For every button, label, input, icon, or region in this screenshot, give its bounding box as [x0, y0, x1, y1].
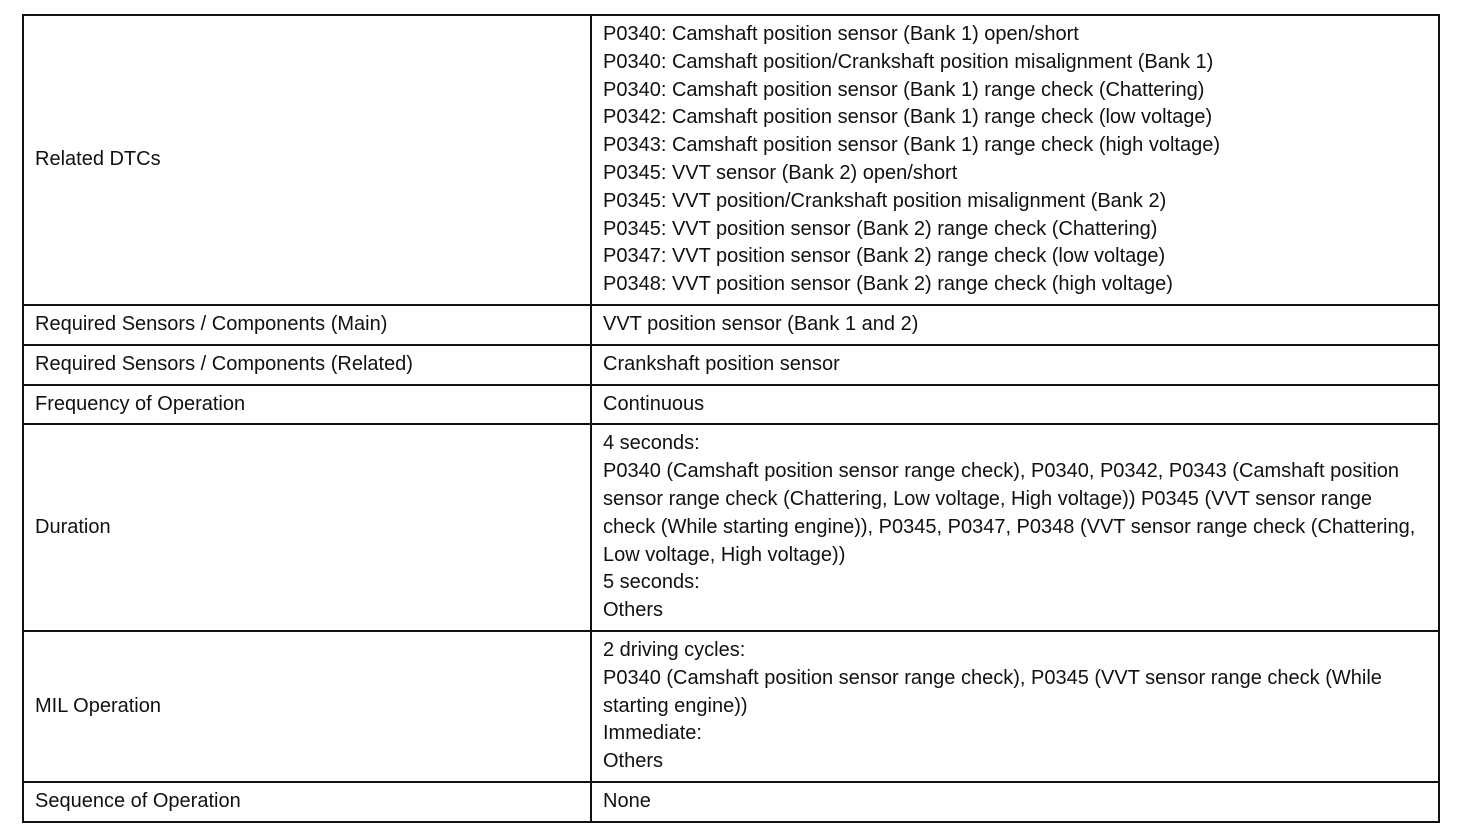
row-label: Sequence of Operation [23, 782, 591, 822]
mil-heading: Immediate: [603, 722, 702, 745]
dtc-line: P0347: VVT position sensor (Bank 2) range check (low voltage) [603, 245, 1166, 268]
dtc-line: P0340: Camshaft position/Crankshaft position misalignment (Bank 1) [603, 50, 1214, 73]
dtc-line: P0342: Camshaft position sensor (Bank 1) range check (low voltage) [603, 106, 1213, 129]
value-line: Continuous [603, 392, 705, 415]
monitor-spec-table [22, 14, 1440, 823]
dtc-line: P0340: Camshaft position sensor (Bank 1) open/short [603, 23, 1079, 45]
row-label: MIL Operation [23, 631, 591, 782]
mil-detail: Others [603, 750, 664, 773]
value-line: None [603, 789, 651, 812]
row-value [591, 345, 1439, 385]
row-value [591, 15, 1439, 305]
row-label: Frequency of Operation [23, 385, 591, 425]
duration-detail: P0340 (Camshaft position sensor range check), P0340, P0342, P0343 (Camshaft position sensor range check (Chattering, Low voltage, High voltage)) P0345 (VVT sensor range check (While starting engine)), P0345, P0347, P0348 (VVT sensor range check (Chattering, Low voltage, High voltage)) [603, 460, 1416, 566]
row-value [591, 631, 1439, 782]
table-row-frequency [23, 385, 1439, 425]
dtc-line: P0345: VVT position sensor (Bank 2) range check (Chattering) [603, 217, 1158, 240]
table-row-related-dtcs [23, 15, 1439, 305]
value-line: VVT position sensor (Bank 1 and 2) [603, 312, 919, 335]
table-row-mil-operation [23, 631, 1439, 782]
mil-heading: 2 driving cycles: [603, 638, 746, 661]
dtc-line: P0345: VVT sensor (Bank 2) open/short [603, 161, 958, 184]
row-value [591, 385, 1439, 425]
dtc-line: P0345: VVT position/Crankshaft position misalignment (Bank 2) [603, 189, 1167, 212]
dtc-line: P0340: Camshaft position sensor (Bank 1) range check (Chattering) [603, 78, 1205, 101]
dtc-line: P0348: VVT position sensor (Bank 2) range check (high voltage) [603, 273, 1173, 296]
mil-detail: P0340 (Camshaft position sensor range check), P0345 (VVT sensor range check (While starting engine)) [603, 666, 1382, 717]
row-value [591, 424, 1439, 631]
row-value [591, 782, 1439, 822]
row-label: Required Sensors / Components (Related) [23, 345, 591, 385]
value-line: Crankshaft position sensor [603, 352, 840, 375]
table-row-sequence [23, 782, 1439, 822]
row-label: Required Sensors / Components (Main) [23, 305, 591, 345]
row-label: Related DTCs [23, 15, 591, 305]
duration-heading: 4 seconds: [603, 432, 700, 455]
row-value [591, 305, 1439, 345]
duration-heading: 5 seconds: [603, 571, 700, 594]
table-row-required-main [23, 305, 1439, 345]
table-row-duration [23, 424, 1439, 631]
duration-detail: Others [603, 599, 664, 622]
row-label: Duration [23, 424, 591, 631]
dtc-line: P0343: Camshaft position sensor (Bank 1) range check (high voltage) [603, 134, 1221, 157]
table-row-required-related [23, 345, 1439, 385]
